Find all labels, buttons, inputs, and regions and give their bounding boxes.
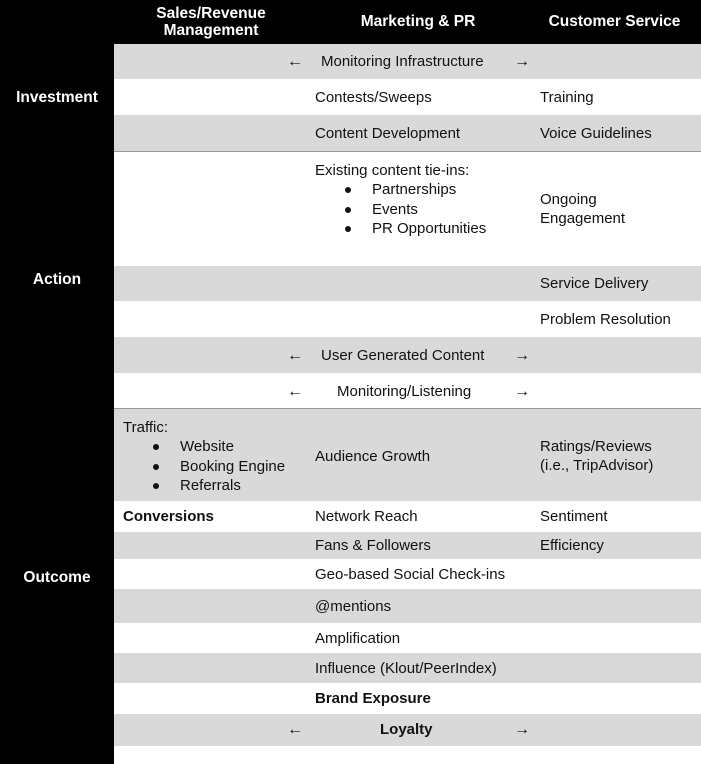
band-mentions bbox=[114, 589, 701, 623]
header-customer-service: Customer Service bbox=[548, 13, 681, 30]
section-label-investment: Investment bbox=[16, 89, 98, 106]
cell-training: Training bbox=[540, 89, 594, 106]
arrow-right-icon: → bbox=[514, 53, 530, 70]
cell-contests-sweeps: Contests/Sweeps bbox=[315, 89, 432, 106]
cell-traffic bbox=[123, 418, 285, 496]
cell-geo-checkins: Geo-based Social Check-ins bbox=[315, 566, 506, 583]
row-label-column bbox=[0, 0, 114, 764]
bullet-icon bbox=[153, 444, 159, 450]
bullet-icon bbox=[345, 187, 351, 193]
arrow-left-icon: ← bbox=[287, 347, 303, 364]
traffic-list bbox=[123, 437, 285, 496]
list-item: Partnerships bbox=[315, 180, 486, 200]
cell-audience-growth: Audience Growth bbox=[315, 448, 431, 465]
bullet-icon bbox=[345, 207, 351, 213]
divider-investment-action bbox=[114, 151, 701, 152]
list-item: Website bbox=[123, 437, 285, 457]
cell-service-delivery: Service Delivery bbox=[540, 275, 649, 292]
header-sales-revenue: Sales/Revenue Management bbox=[156, 5, 266, 39]
list-item: Events bbox=[315, 200, 486, 220]
arrow-left-icon: ← bbox=[287, 383, 303, 400]
bullet-icon bbox=[345, 226, 351, 232]
arrow-left-icon: ← bbox=[287, 53, 303, 70]
cell-sentiment: Sentiment bbox=[540, 508, 608, 525]
arrow-right-icon: → bbox=[514, 383, 530, 400]
arrow-right-icon: → bbox=[514, 721, 530, 738]
cell-conversions: Conversions bbox=[123, 508, 214, 525]
bullet-icon bbox=[153, 464, 159, 470]
cell-network-reach: Network Reach bbox=[315, 508, 418, 525]
tieins-list bbox=[315, 180, 486, 239]
header-marketing-pr: Marketing & PR bbox=[360, 13, 476, 30]
cell-mentions: @mentions bbox=[315, 598, 392, 615]
cell-efficiency: Efficiency bbox=[540, 537, 604, 554]
cell-fans-followers: Fans & Followers bbox=[315, 537, 431, 554]
list-item: PR Opportunities bbox=[315, 219, 486, 239]
cell-ongoing-engagement: Ongoing Engagement bbox=[540, 191, 626, 227]
cell-voice-guidelines: Voice Guidelines bbox=[540, 125, 652, 142]
cell-brand-exposure: Brand Exposure bbox=[315, 690, 431, 707]
cell-ratings-reviews: Ratings/Reviews (i.e., TripAdvisor) bbox=[540, 438, 654, 474]
cell-monitoring-infrastructure: Monitoring Infrastructure bbox=[321, 53, 484, 70]
cell-influence: Influence (Klout/PeerIndex) bbox=[315, 660, 497, 677]
tieins-heading: Existing content tie-ins: bbox=[315, 162, 470, 179]
cell-problem-resolution: Problem Resolution bbox=[540, 311, 671, 328]
section-label-action: Action bbox=[32, 271, 82, 288]
cell-existing-tieins bbox=[315, 161, 486, 239]
arrow-left-icon: ← bbox=[287, 721, 303, 738]
section-label-outcome: Outcome bbox=[23, 569, 91, 586]
cell-amplification: Amplification bbox=[315, 630, 401, 647]
list-item: Booking Engine bbox=[123, 457, 285, 477]
divider-action-outcome bbox=[114, 408, 701, 409]
bullet-icon bbox=[153, 483, 159, 489]
cell-monitoring-listening: Monitoring/Listening bbox=[337, 383, 472, 400]
list-item: Referrals bbox=[123, 476, 285, 496]
cell-loyalty: Loyalty bbox=[380, 721, 433, 738]
cell-user-generated-content: User Generated Content bbox=[321, 347, 485, 364]
arrow-right-icon: → bbox=[514, 347, 530, 364]
traffic-heading: Traffic: bbox=[123, 419, 169, 436]
cell-content-development: Content Development bbox=[315, 125, 461, 142]
